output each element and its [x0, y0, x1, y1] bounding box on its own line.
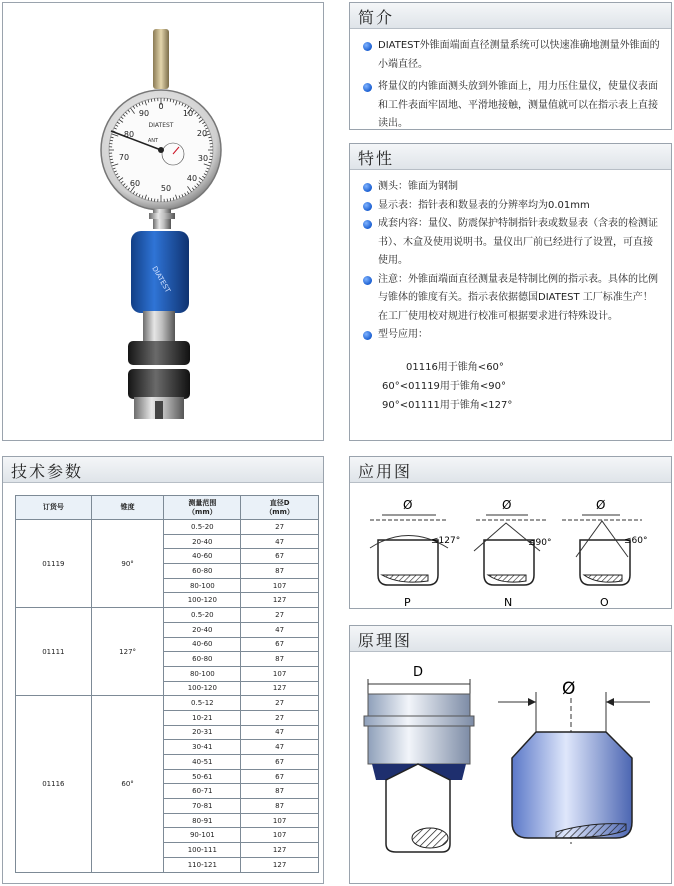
application-diagram-90: [474, 498, 552, 609]
bullet-icon: [363, 83, 372, 92]
dial-number-50: 50: [160, 184, 172, 193]
range-cell: 20-40: [164, 622, 241, 637]
dial-tick: [151, 99, 152, 102]
list-item: [362, 215, 661, 271]
range-cell: 60-80: [164, 652, 241, 667]
diameter-cell: 67: [241, 769, 319, 784]
col-order-no: 订货号: [16, 496, 92, 520]
range-cell: 100-120: [164, 681, 241, 696]
application-title: 应用图: [358, 462, 413, 481]
range-cell: 80-100: [164, 578, 241, 593]
diameter-cell: 67: [241, 637, 319, 652]
specs-panel: [2, 456, 324, 884]
specs-header: [3, 457, 323, 483]
model-item: 01116用于锥角<60°: [406, 362, 504, 373]
diameter-cell: 87: [241, 652, 319, 667]
probe-head-diagram: [364, 665, 474, 852]
list-item: [362, 197, 661, 216]
specs-title: 技术参数: [11, 462, 84, 481]
range-cell: 50-61: [164, 769, 241, 784]
diameter-cell: 67: [241, 755, 319, 770]
application-diagram-60: [562, 498, 648, 609]
dial-tick: [209, 159, 212, 160]
range-cell: 60-80: [164, 564, 241, 579]
application-diagrams: [350, 485, 671, 609]
range-cell: 40-60: [164, 549, 241, 564]
dial-tick: [110, 140, 113, 141]
dial-number-20: 20: [196, 129, 208, 138]
dial-tick: [110, 159, 113, 160]
diameter-cell: 87: [241, 564, 319, 579]
product-image-panel: [2, 2, 324, 441]
diameter-cell: 127: [241, 681, 319, 696]
table-header-row: [16, 496, 319, 520]
bullet-text: 将量仪的内锥面测头放到外锥面上，用力压住量仪，使量仪表面和工件表面牢固地、平滑地接触，测量值就可以在指示表上直接读出。: [378, 81, 658, 129]
diameter-cell: 127: [241, 843, 319, 858]
bullet-icon: [363, 276, 372, 285]
diameter-cell: 107: [241, 666, 319, 681]
principle-diagrams: [350, 654, 671, 884]
diameter-d-label: D: [413, 665, 424, 680]
bullet-icon: [363, 42, 372, 51]
features-title: 特性: [358, 149, 395, 168]
dial-number-10: 10: [182, 109, 194, 118]
application-diagram-127: [370, 498, 460, 609]
range-cell: 110-121: [164, 857, 241, 872]
dial-tick: [170, 198, 171, 201]
diameter-cell: 27: [241, 710, 319, 725]
order-number-cell: 01119: [16, 520, 92, 608]
list-item: [362, 78, 661, 134]
bullet-text: 型号应用：: [378, 329, 428, 340]
model-item: 60°<01119用于锥角<90°: [382, 381, 507, 392]
specs-table: [15, 495, 319, 873]
order-number-cell: 01116: [16, 696, 92, 872]
taper-angle-cell: 127°: [91, 608, 164, 696]
diagram-letter: N: [504, 596, 513, 609]
range-cell: 20-31: [164, 725, 241, 740]
diagram-letter: O: [600, 596, 609, 609]
dial-number-90: 90: [138, 109, 150, 118]
range-cell: 70-81: [164, 799, 241, 814]
diameter-cell: 47: [241, 740, 319, 755]
gauge-brand: DIATEST: [148, 122, 174, 129]
range-cell: 0.5-12: [164, 696, 241, 711]
bullet-text: 成套内容：量仪、防震保护特制指针表或数显表（含表的检测证书）、木盒及使用说明书。量仪出厂前已经进行了设置，可直接使用。: [378, 218, 658, 266]
range-cell: 30-41: [164, 740, 241, 755]
diameter-cell: 47: [241, 725, 319, 740]
diameter-cell: 27: [241, 520, 319, 535]
intro-panel: [349, 2, 672, 130]
taper-angle-cell: 60°: [91, 696, 164, 872]
dial-tick: [170, 99, 171, 102]
dial-number-0: 0: [158, 102, 164, 111]
dial-number-60: 60: [129, 179, 141, 188]
dial-tick: [209, 140, 212, 141]
dial-number-70: 70: [118, 153, 130, 162]
diameter-symbol-label: Ø: [562, 679, 576, 699]
dial-marker: ANT: [147, 138, 159, 144]
principle-header: [350, 626, 671, 652]
angle-label: ≤127°: [431, 536, 461, 546]
diameter-cell: 127: [241, 593, 319, 608]
diameter-symbol: Ø: [403, 498, 413, 512]
dial-gauge-illustration: [3, 3, 323, 440]
table-row: [16, 520, 319, 535]
order-number-cell: 01111: [16, 608, 92, 696]
bullet-text: DIATEST外锥面端面直径测量系统可以快速准确地测量外锥面的小端直径。: [378, 40, 660, 70]
range-cell: 0.5-20: [164, 608, 241, 623]
model-item: 90°<01111用于锥角<127°: [382, 400, 513, 411]
diameter-cell: 107: [241, 828, 319, 843]
col-taper: 锥度: [91, 496, 164, 520]
bullet-text: 显示表：指针表和数显表的分辨率均为0.01mm: [378, 199, 590, 211]
diameter-cell: 27: [241, 608, 319, 623]
bullet-text: 注意：外锥面端面直径测量表是特制比例的指示表。具体的比例与锥体的锥度有关。指示表依据德国DIATEST 工厂标准生产！在工厂使用校对规进行校准可根据要求进行特殊设计。: [378, 273, 658, 322]
dial-number-80: 80: [123, 130, 135, 139]
model-list: [362, 358, 512, 415]
workpiece-diagram: [498, 679, 650, 844]
range-cell: 10-21: [164, 710, 241, 725]
application-panel: [349, 456, 672, 609]
diameter-symbol: Ø: [596, 498, 606, 512]
application-header: [350, 457, 671, 483]
angle-label: ≤90°: [528, 538, 552, 548]
diameter-cell: 67: [241, 549, 319, 564]
diameter-cell: 87: [241, 784, 319, 799]
list-item: [362, 37, 661, 74]
bullet-icon: [363, 331, 372, 340]
bullet-icon: [363, 220, 372, 229]
principle-panel: [349, 625, 672, 884]
range-cell: 60-71: [164, 784, 241, 799]
col-range: 测量范围 （mm）: [164, 496, 241, 520]
features-panel: [349, 143, 672, 441]
bullet-icon: [363, 183, 372, 192]
list-item: [362, 326, 661, 345]
range-cell: 40-51: [164, 755, 241, 770]
col-diameter: 直径D （mm）: [241, 496, 319, 520]
list-item: [362, 178, 661, 197]
range-cell: 20-40: [164, 534, 241, 549]
diameter-cell: 127: [241, 857, 319, 872]
range-cell: 80-91: [164, 813, 241, 828]
range-cell: 40-60: [164, 637, 241, 652]
principle-title: 原理图: [358, 631, 413, 650]
angle-label: ≤60°: [624, 536, 648, 546]
table-row: [16, 608, 319, 623]
dial-number-30: 30: [197, 154, 209, 163]
diameter-symbol: Ø: [502, 498, 512, 512]
bullet-text: 测头：锥面为钢制: [378, 181, 458, 192]
range-cell: 0.5-20: [164, 520, 241, 535]
diameter-cell: 27: [241, 696, 319, 711]
features-bullet-list: [362, 178, 661, 345]
range-cell: 90-101: [164, 828, 241, 843]
intro-title: 简介: [358, 8, 395, 27]
diagram-letter: P: [404, 596, 411, 609]
diameter-cell: 107: [241, 813, 319, 828]
features-header: [350, 144, 671, 170]
range-cell: 100-111: [164, 843, 241, 858]
range-cell: 100-120: [164, 593, 241, 608]
list-item: [362, 271, 661, 327]
range-cell: 80-100: [164, 666, 241, 681]
diameter-cell: 107: [241, 578, 319, 593]
dial-number-40: 40: [186, 174, 198, 183]
intro-bullet-list: [362, 37, 661, 134]
diameter-cell: 47: [241, 622, 319, 637]
diameter-cell: 87: [241, 799, 319, 814]
dial-tick: [151, 198, 152, 201]
diameter-cell: 47: [241, 534, 319, 549]
table-row: [16, 696, 319, 711]
intro-header: [350, 3, 671, 29]
grip-label: DIATEST: [150, 265, 172, 295]
bullet-icon: [363, 202, 372, 211]
taper-angle-cell: 90°: [91, 520, 164, 608]
